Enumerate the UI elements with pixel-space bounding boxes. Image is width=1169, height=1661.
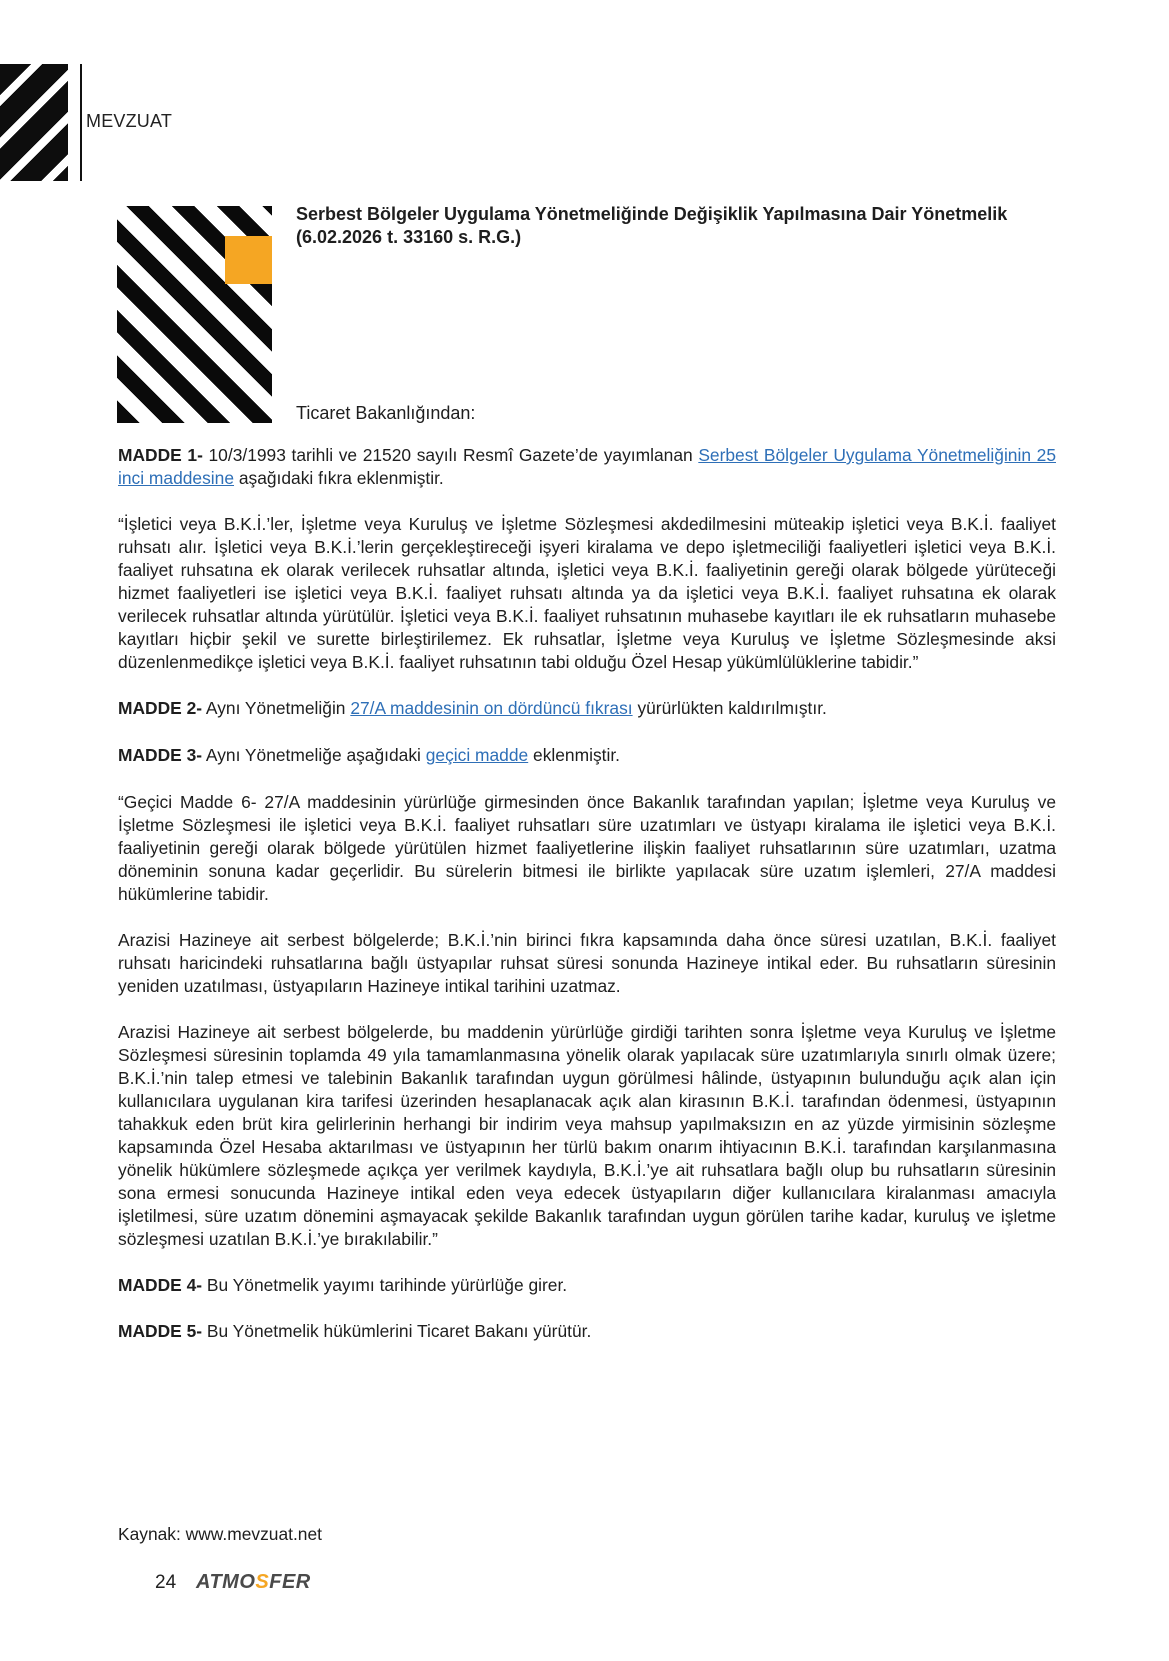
madde-4: MADDE 4- Bu Yönetmelik yayımı tarihinde yürürlüğe girer. [118, 1275, 568, 1295]
madde-1-quote: “İşletici veya B.K.İ.’ler, İşletme veya Kuruluş ve İşletme Sözleşmesi akdedilmesini müteakip işletici veya B.K.İ. faaliyet ruhsatı alır. İşletici veya B.K.İ.’lerin gerçekleştireceği işyeri kiralama ve depo işletmeciliği faaliyetleri işletici veya B.K.İ. faaliyet ruhsatına ek olarak verilecek ruhsatlar altında, işletici veya B.K.İ. faaliyetinin gereği olarak bölgede yürüteceği hizmet faaliyetleri ise işletici veya B.K.İ. faaliyet ruhsatı altında ya da işletici veya B.K.İ. faaliyet ruhsatına ek olarak verilecek ruhsatlar altında yürütülür. İşletici veya B.K.İ. faaliyet ruhsatının muhasebe kayıtları ile ek ruhsatların muhasebe kayıtları hiçbir şekil ve surette birleştirilemez. Ek ruhsatlar, İşletme veya Kuruluş ve İşletme Sözleşmesinde aksi düzenlenmedikçe işletici veya B.K.İ. faaliyet ruhsatının tabi olduğu Özel Hesap yükümlülüklerine tabidir.” [118, 514, 1056, 672]
header-divider [80, 64, 82, 181]
header-stripes-graphic [0, 64, 68, 181]
article-body [118, 444, 1056, 1366]
gecici-madde-paragraph-3: Arazisi Hazineye ait serbest bölgelerde, bu maddenin yürürlüğe girdiği tarihten sonra İşletme veya Kuruluş ve İşletme Sözleşmesi süresinin toplamda 49 yıla tamamlanmasına yönelik olarak yapılacak süre uzatımlarıyla sınırlı olmak üzere; B.K.İ.’nin talep etmesi ve talebinin Bakanlık tarafından uygun görülmesi hâlinde, üstyapının bulunduğu açık alan için kullanıcılara uygulanan kira tarifesi üzerinden hesaplanacak açık alan kirasının B.K.İ. tarafından ödenmesi, üstyapının tahakkuk eden brüt kira gelirlerinin herhangi bir indirim veya mahsup yapılmaksızın en az yüzde yirmisinin sözleşme kapsamında Özel Hesaba aktarılması ve üstyapının her türlü bakım onarım ihtiyacının B.K.İ. tarafından karşılanmasına yönelik hükümlere sözleşmede açıkça yer verilmek kaydıyla, B.K.İ.’ye ait ruhsatlara bağlı olup bu ruhsatların süresinin sona ermesi sonucunda Hazineye intikal eden veya edecek üstyapıların diğer kullanıcılara kiralanması amacıyla işletilmesi, süre uzatım dönemini aşmayacak şekilde Bakanlık tarafından uygun görülen tarihe kadar, kuruluş ve işletme sözleşmesi uzatılan B.K.İ.’ye bırakılabilir.” [118, 1022, 1056, 1249]
page-number: 24 [155, 1572, 177, 1593]
article-27a-paragraph-14-link[interactable]: 27/A maddesinin on dördüncü fıkrası [350, 698, 633, 718]
gecici-madde-paragraph-1: “Geçici Madde 6- 27/A maddesinin yürürlüğe girmesinden önce Bakanlık tarafından yapılan; İşletme veya Kuruluş ve İşletme Sözleşmesi ile işletici veya B.K.İ. faaliyet ruhsatları süre uzatımları ve üstyapı kiralama ile işletici veya B.K.İ. faaliyetinin gereği olarak bölgede yürütülen hizmet faaliyetlerine ilişkin faaliyet ruhsatlarının süre uzatımları, uzatma döneminin sonuna kadar geçerlidir. Bu sürelerin bitmesi ile birlikte yapılacak süre uzatım işlemleri, 27/A maddesi hükümlerine tabidir. [118, 792, 1056, 904]
madde-3: MADDE 3- Aynı Yönetmeliğe aşağıdaki geçici madde eklenmiştir. [118, 745, 621, 765]
madde-label: MADDE 3- [118, 745, 203, 765]
madde-5: MADDE 5- Bu Yönetmelik hükümlerini Ticaret Bakanı yürütür. [118, 1321, 592, 1341]
madde-1: MADDE 1- 10/3/1993 tarihli ve 21520 sayılı Resmî Gazete’de yayımlanan Serbest Bölgeler Uygulama Yönetmeliğinin 25 inci maddesine aşağıdaki fıkra eklenmiştir. [118, 445, 1056, 488]
section-title: MEVZUAT [86, 111, 173, 131]
issuer: Ticaret Bakanlığından: [296, 403, 476, 423]
madde-label: MADDE 5- [118, 1321, 203, 1341]
article-stripes-graphic [117, 206, 272, 423]
brand-accent-letter: S [255, 1571, 270, 1593]
brand-logo: ATMOSFER [196, 1571, 311, 1593]
gecici-madde-paragraph-2: Arazisi Hazineye ait serbest bölgelerde; B.K.İ.’nin birinci fıkra kapsamında daha önce süresi uzatılan, B.K.İ. faaliyet ruhsatı haricindeki ruhsatlarına bağlı üstyapılar ruhsat süresi sonunda Hazineye intikal eder. Bu ruhsatların süresinin yeniden uzatılması, üstyapıların Hazineye intikal tarihini uzatmaz. [118, 930, 1056, 996]
temporary-article-link[interactable]: geçici madde [425, 745, 529, 765]
regulation-article-25-link[interactable]: Serbest Bölgeler Uygulama Yönetmeliğinin 25 inci maddesine [118, 445, 1056, 488]
madde-label: MADDE 2- [118, 698, 203, 718]
madde-2: MADDE 2- Aynı Yönetmeliğin 27/A maddesinin on dördüncü fıkrası yürürlükten kaldırılmıştır. [118, 698, 827, 718]
madde-label: MADDE 1- [118, 445, 203, 465]
article-title: Serbest Bölgeler Uygulama Yönetmeliğinde Değişiklik Yapılmasına Dair Yönetmelik (6.02.2026 t. 33160 s. R.G.) [296, 204, 1008, 247]
orange-square-accent [225, 236, 272, 284]
source-note: Kaynak: www.mevzuat.net [118, 1524, 322, 1544]
madde-label: MADDE 4- [118, 1275, 203, 1295]
